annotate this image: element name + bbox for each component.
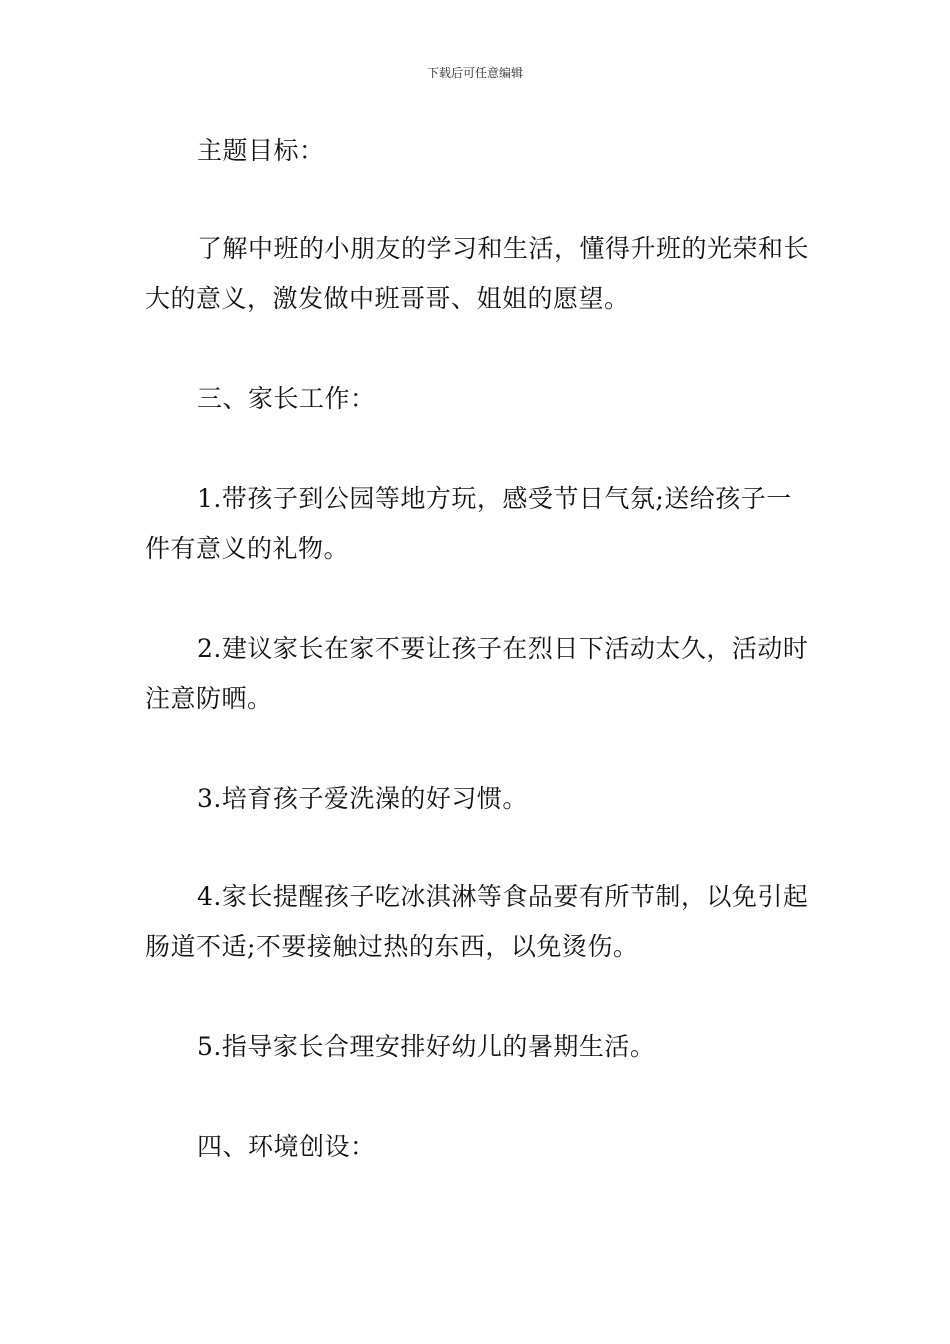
paragraph-goal-description: 了解中班的小朋友的学习和生活，懂得升班的光荣和长大的意义，激发做中班哥哥、姐姐的愿望。 [145, 234, 810, 313]
page-header: 下载后可任意编辑 [426, 66, 523, 80]
list-item-2: 2.建议家长在家不要让孩子在烈日下活动太久，活动时注意防晒。 [145, 634, 809, 713]
list-item-4: 4.家长提醒孩子吃冰淇淋等食品要有所节制，以免引起肠道不适;不要接触过热的东西，以免烫伤。 [145, 882, 809, 961]
section-heading-parent-work: 三、家长工作： [197, 384, 376, 413]
section-heading-theme-goal: 主题目标： [197, 136, 325, 165]
list-item-3: 3.培育孩子爱洗澡的好习惯。 [197, 784, 528, 813]
list-item-1: 1.带孩子到公园等地方玩，感受节日气氛;送给孩子一件有意义的礼物。 [145, 484, 792, 563]
list-item-5: 5.指导家长合理安排好幼儿的暑期生活。 [197, 1032, 656, 1061]
section-heading-environment: 四、环境创设： [197, 1132, 376, 1161]
